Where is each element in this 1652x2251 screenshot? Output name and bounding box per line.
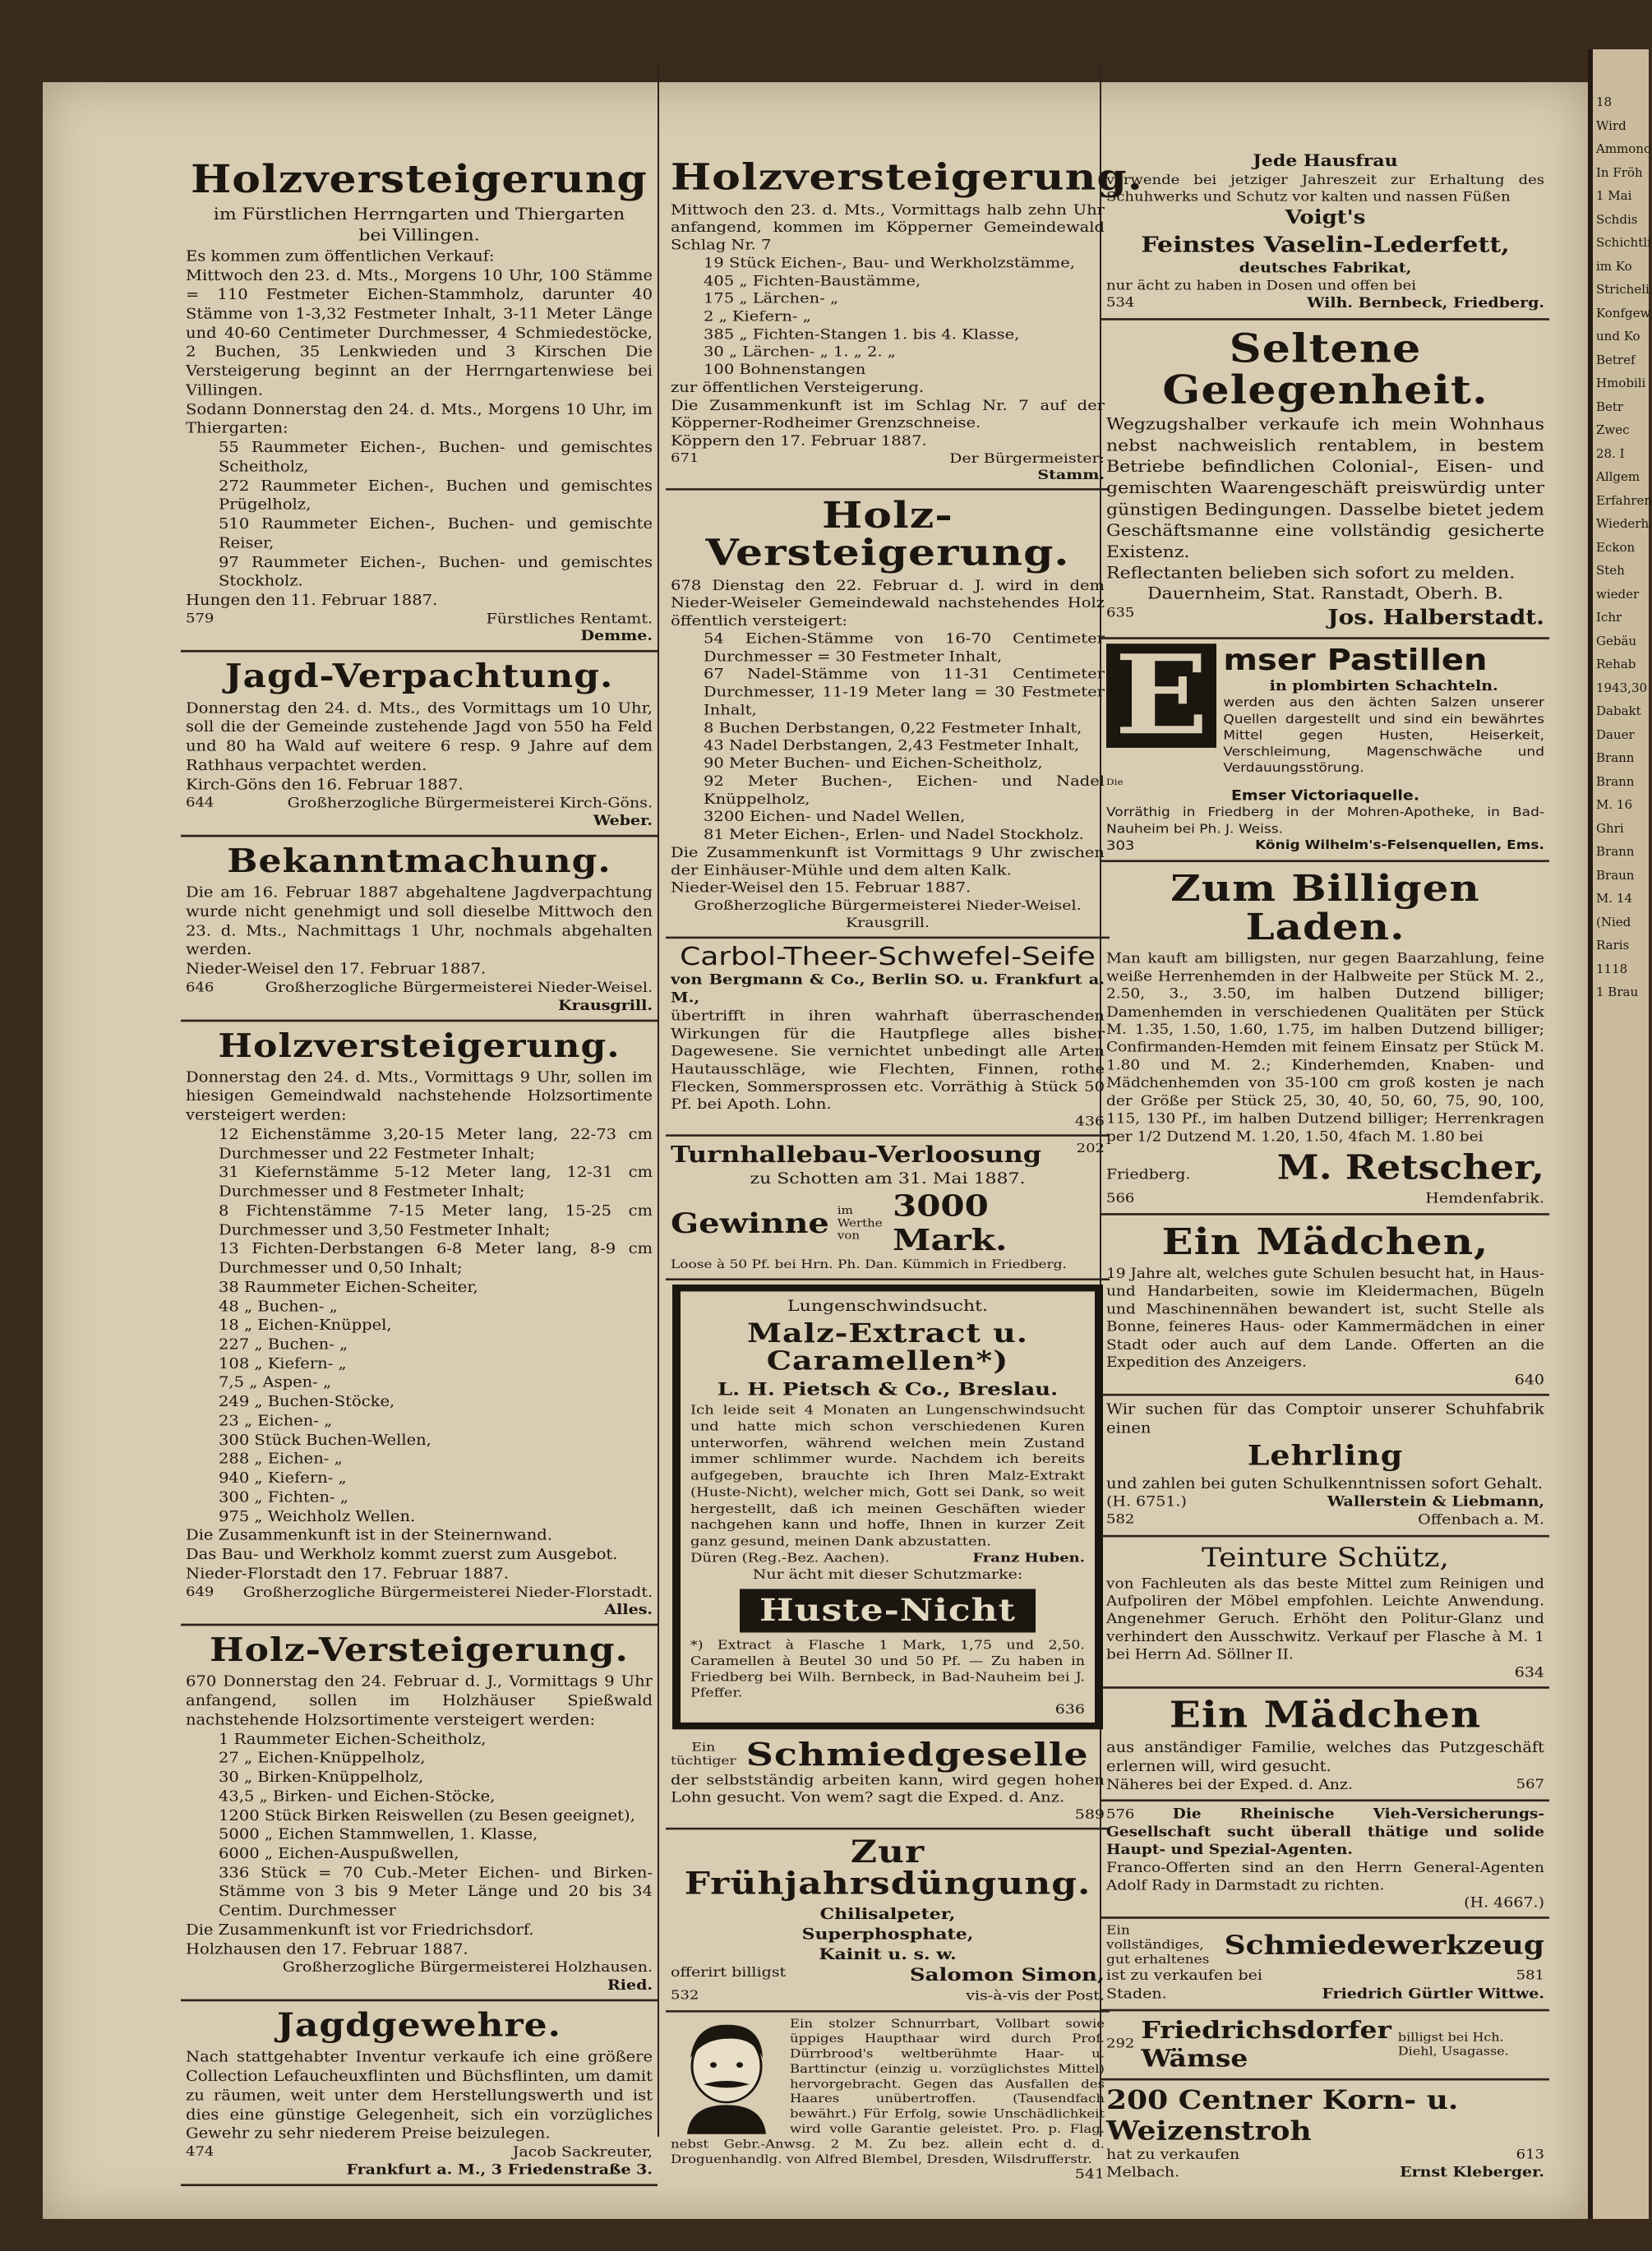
ad-line: 385 „ Fichten-Stangen 1. bis 4. Klasse,: [704, 325, 1020, 343]
ad-signature: Ernst Kleberger.: [1400, 2164, 1544, 2181]
adjacent-page-fragment: Brann: [1596, 773, 1635, 789]
ad-title: Holz-Versteigerung.: [210, 1631, 629, 1669]
ad-title: Jagd-Verpachtung.: [224, 657, 614, 696]
adjacent-page-fragment: Schichtli: [1596, 235, 1651, 250]
ad-holzversteigerung-nieder-weisel: [666, 490, 1110, 939]
ad-line: 27 „ Eichen-Knüppelholz,: [219, 1749, 426, 1767]
ad-pre: gut erhaltenes: [1106, 1952, 1210, 1967]
ad-number: 636: [1054, 1701, 1085, 1718]
ad-subtitle: zu Schotten am 31. Mai 1887.: [750, 1169, 1026, 1188]
adjacent-page-fragment: Dabakt: [1596, 703, 1641, 718]
ad-signature-name: Krausgrill.: [558, 997, 653, 1013]
ad-subtitle: bei Villingen.: [358, 226, 480, 246]
ad-betrag: 3000 Mark.: [892, 1189, 1008, 1257]
ad-schmiedewerkzeug: [1101, 1919, 1549, 2011]
adjacent-page-fragment: Steh: [1596, 563, 1625, 578]
ad-line: 13 Fichten-Derbstangen 6-8 Meter lang, 8-9 cm Durchmesser und 0,50 Inhalt;: [219, 1240, 653, 1277]
ad-c1-5: [181, 2001, 658, 2185]
adjacent-page-fragment: M. 16: [1596, 797, 1632, 812]
ad-title: Jagdgewehre.: [277, 2006, 561, 2045]
ad-signature-name: Alles.: [604, 1601, 653, 1618]
ad-carbol-seife: [666, 939, 1110, 1137]
ad-title: Schmiedgeselle: [745, 1736, 1089, 1774]
ad-number: 635: [1106, 605, 1135, 621]
ad-line: Die Zusammenkunft ist Vormittags 9 Uhr zwischen der Einhäuser-Mühle und dem alten Kalk.: [671, 844, 1105, 879]
ad-line: 975 „ Weichholz Wellen.: [219, 1507, 416, 1525]
adjacent-page-fragment: Brann: [1596, 844, 1635, 859]
ad-number: 474: [186, 2143, 215, 2160]
ad-line: 249 „ Buchen-Stöcke,: [219, 1392, 395, 1410]
adjacent-page-fragment: Erfahren: [1596, 492, 1652, 508]
ad-code: (H. 6751.): [1106, 1493, 1187, 1511]
ad-loose: Loose à 50 Pf. bei Hrn. Ph. Dan. Kümmich in Friedberg.: [671, 1257, 1067, 1272]
ad-number: 634: [1514, 1664, 1544, 1681]
ad-subtitle: Hemdenfabrik.: [1425, 1190, 1544, 1206]
ad-signature: Großherzogliche Bürgermeisterei Kirch-Göns.: [287, 795, 653, 812]
ad-line: 30 „ Lärchen- „ 1. „ 2. „: [704, 344, 896, 360]
ad-title: Ein Mädchen,: [1161, 1220, 1489, 1263]
ad-line: 48 „ Buchen- „: [219, 1297, 338, 1315]
ad-line: 300 „ Fichten- „: [219, 1488, 348, 1506]
ad-text: der selbstständig arbeiten kann, wird gegen hohen Lohn gesucht. Von wem? sagt die Exped. d. Anz.: [671, 1772, 1105, 1806]
ad-signature: M. Retscher,: [1276, 1147, 1544, 1188]
column-rule: [658, 66, 659, 2137]
ad-item: Kainit u. s. w.: [819, 1944, 957, 1963]
ad-text: werden aus den ächten Salzen unserer Quellen dargestellt und sind ein bewährtes Mittel gegen Husten, Heiserkeit, Verschleimung, Magenschwäche und Verdauungsstörung.: [1223, 695, 1544, 776]
ad-number: 671: [671, 450, 699, 466]
ad-line: 100 Bohnenstangen: [704, 362, 866, 378]
adjacent-page-fragment: 28. I: [1596, 445, 1625, 461]
ad-line: 81 Meter Eichen-, Erlen- und Nadel Stockholz.: [704, 826, 1084, 843]
adjacent-page-fragment: Stricheli: [1596, 282, 1650, 297]
ad-line: 67 Nadel-Stämme von 11-31 Centimeter Durchmesser, 11-19 Meter lang = 30 Festmeter Inhalt,: [704, 666, 1105, 718]
ad-text: 19 Jahre alt, welches gute Schulen besucht hat, in Haus- und Handarbeiten, sowie im Kleidermachen, Bügeln und Maschinennähen bewandert ist, sucht Stelle als Bonne, feineres Haus- oder Kammermädchen in einer Stadt oder auch auf dem Lande. Offerten an die Expedition des Anzeigers.: [1106, 1266, 1544, 1371]
ad-korn-weizenstroh: [1101, 2080, 1549, 2186]
adjacent-page-fragment: M. 14: [1596, 891, 1632, 906]
ad-signature: Großherzogliche Bürgermeisterei Nieder-Florstadt.: [242, 1584, 653, 1601]
adjacent-page-fragment: Ichr: [1596, 610, 1622, 625]
ad-title: 200 Centner Korn- u. Weizenstroh: [1106, 2084, 1459, 2146]
ad-line: Nach stattgehabter Inventur verkaufe ich eine größere Collection Lefaucheuxflinten und Büchsflinten, um damit zu räumen, weit unter dem Herstellungswerth und ist dies eine günstige Gelegenheit, sich ein vorzügliches Gewehr zu sehr niederem Preise beizulegen.: [186, 2048, 653, 2143]
ad-number: 646: [186, 979, 215, 995]
ad-pre: Ein vollständiges,: [1106, 1923, 1204, 1953]
adjacent-page-fragment: (Nied: [1596, 914, 1631, 929]
column-1: [181, 152, 658, 2186]
ad-pre: Ein: [691, 1741, 716, 1755]
ad-number: 436: [1074, 1114, 1105, 1129]
ad-signature-name: Frankfurt a. M., 3 Friedenstraße 3.: [346, 2161, 653, 2178]
ad-text: Näheres bei der Exped. d. Anz.: [1106, 1776, 1354, 1793]
ad-line: 23 „ Eichen- „: [219, 1412, 333, 1429]
ad-subtitle: im Fürstlichen Herrngarten und Thiergarten: [213, 205, 625, 224]
ad-text: Franco-Offerten sind an den Herrn General-Agenten Adolf Rady in Darmstadt zu richten.: [1106, 1860, 1544, 1894]
adjacent-page-fragment: Betref: [1596, 352, 1636, 367]
ad-text: Die Rheinische Vieh-Versicherungs-Gesellschaft sucht überall thätige und solide Haupt- und Spezial-Agenten.: [1106, 1806, 1544, 1858]
ad-viehversicherung: [1101, 1801, 1549, 1919]
ad-text: nur ächt zu haben in Dosen und offen bei: [1106, 278, 1416, 293]
ad-line: Nieder-Weisel den 15. Februar 1887.: [671, 879, 971, 897]
ad-line: 510 Raummeter Eichen-, Buchen- und gemischte Reiser,: [219, 514, 653, 551]
ad-signature: Wilh. Bernbeck, Friedberg.: [1307, 295, 1544, 311]
ad-c1-2: [181, 837, 658, 1021]
ad-line: 175 „ Lärchen- „: [704, 290, 839, 307]
ad-line: zur öffentlichen Versteigerung.: [671, 379, 925, 396]
ad-emser-pastillen: [1101, 630, 1549, 863]
ad-fruehjahrsduengung: [666, 1829, 1110, 2012]
ad-teinture-schuetz: [1101, 1537, 1549, 1688]
ad-number: 579: [186, 610, 215, 626]
ad-line: Donnerstag den 24. d. Mts., Vormittags 9 Uhr, sollen im hiesigen Gemeindwald nachstehende Holzsortimente versteigert werden:: [186, 1068, 653, 1124]
adjacent-page-fragment: Wiederh: [1596, 516, 1650, 531]
ad-text: und zahlen bei guten Schulkenntnissen sofort Gehalt.: [1106, 1474, 1544, 1492]
ad-text: Ich leide seit 4 Monaten an Lungenschwindsucht und hatte mich schon verschiedenen Kuren unterworfen, während welchen mein Zustand immer schlimmer wurde. Nachdem ich bereits aufgegeben, brauchte ich Ihren Malz-Extrakt (Huste-Nicht), welcher mich, Gott sei Dank, so weit hergestellt, daß ich meinen Geschäften wieder nachgehen kann und hoffe, Ihnen in kurzer Zeit ganz gesund, meinen Dank abzustatten.: [690, 1402, 1085, 1549]
ad-title: Turnhallebau-Verloosung: [671, 1141, 1042, 1168]
ad-line: Nieder-Florstadt den 17. Februar 1887.: [186, 1565, 509, 1582]
ad-line: 227 „ Buchen- „: [219, 1335, 348, 1354]
ad-line: 12 Eichenstämme 3,20-15 Meter lang, 22-73 cm Durchmesser und 22 Festmeter Inhalt;: [219, 1125, 653, 1162]
adjacent-page-fragment: wieder: [1596, 586, 1640, 602]
ad-line: Nieder-Weisel den 17. Februar 1887.: [186, 960, 487, 978]
ad-name: Franz Huben.: [972, 1550, 1085, 1566]
ad-title: Holzversteigerung.: [218, 1026, 621, 1065]
ad-number: 303: [1106, 837, 1135, 854]
ad-c1-3: [181, 1022, 658, 1626]
ad-lehrling: [1101, 1396, 1549, 1537]
ad-offer: offerirt billigst: [671, 1964, 787, 1981]
ad-brand: Voigt's: [1285, 206, 1366, 229]
ad-line: 272 Raummeter Eichen-, Buchen und gemischtes Prügelholz,: [219, 477, 653, 514]
adjacent-page-fragment: Dauer: [1596, 727, 1635, 742]
ad-line: Mittwoch den 23. d. Mts., Vormittags halb zehn Uhr anfangend, kommen im Köpperner Gemeindewald Schlag Nr. 7: [671, 201, 1105, 253]
ad-code: (H. 4667.): [1464, 1894, 1544, 1912]
ad-title: Holzversteigerung: [191, 156, 648, 202]
adjacent-page-strip: [1588, 49, 1652, 2219]
adjacent-page-fragment: Eckon: [1596, 539, 1636, 555]
ad-gewinne: Gewinne: [671, 1206, 829, 1240]
ad-line: Das Bau- und Werkholz kommt zuerst zum Ausgebot.: [186, 1545, 618, 1563]
ad-maedchen-bonne: [1101, 1215, 1549, 1396]
ad-line: Hungen den 11. Februar 1887.: [186, 591, 438, 609]
ad-text: Vorräthig in Friedberg in der Mohren-Apotheke, in Bad-Nauheim bei Ph. J. Weiss.: [1106, 805, 1544, 837]
ad-c1-4: [181, 1626, 658, 2002]
ad-item: Superphosphate,: [801, 1925, 974, 1944]
ad-number: 202: [1076, 1141, 1105, 1156]
ad-text: Ein stolzer Schnurrbart, Vollbart sowie üppiges Haupthaar wird durch Prof. Dürrbrood's weltberühmte Haar- u. Barttinctur (einzig u. vorzüglichstes Mittel) hervorgebracht. Gegen das Ausfallen des Haares unübertroffen. (Tausendfach bewährt.) Für Erfolg, sowie Unschädlichkeit wird volle Garantie geleistet. Pro. p. Flag. nebst Gebr.-Anwsg. 2 M. Zu bez. allein echt d. d. Droguenhandlg. von Alfred Blembel, Dresden, Wilsdrufferstr.: [671, 2017, 1105, 2166]
ad-head: Lungenschwindsucht.: [787, 1297, 988, 1315]
ad-line: 43,5 „ Birken- und Eichen-Stöcke,: [219, 1787, 496, 1805]
adjacent-page-fragment: Wird: [1596, 118, 1627, 133]
adjacent-page-fragment: Hmobili: [1596, 376, 1646, 390]
ad-place: Düren (Reg.-Bez. Aachen).: [690, 1550, 890, 1566]
ad-line: Die Zusammenkunft ist im Schlag Nr. 7 auf der Köpperner-Rodheimer Grenzschneise.: [671, 397, 1105, 431]
ad-line: 108 „ Kiefern- „: [219, 1354, 347, 1372]
ad-item: Chilisalpeter,: [819, 1905, 956, 1924]
adjacent-page-fragment: Brann: [1596, 750, 1635, 765]
ad-name: Emser Victoriaquelle.: [1230, 787, 1420, 804]
adjacent-page-fragment: 1118: [1596, 961, 1628, 976]
ad-line: 18 „ Eichen-Knüppel,: [219, 1317, 392, 1334]
ad-im-werthe: im Werthe von: [837, 1204, 883, 1243]
ad-signature-name: Stamm.: [1037, 467, 1105, 483]
ad-place: Staden.: [1106, 1986, 1167, 2002]
ad-title: Holzversteigerung.: [671, 156, 1143, 199]
ad-title: Schmiedewerkzeug: [1224, 1930, 1544, 1961]
ad-title: Zur Frühjahrsdüngung.: [684, 1834, 1091, 1903]
adjacent-page-text: [1593, 49, 1652, 1004]
adjacent-page-fragment: Raris: [1596, 938, 1630, 953]
ad-schmiedgeselle: [666, 1734, 1110, 1830]
ad-place: Melbach.: [1106, 2164, 1180, 2181]
ad-line: Köppern den 17. Februar 1887.: [671, 432, 927, 450]
ad-line: 8 Fichtenstämme 7-15 Meter lang, 15-25 cm Durchmesser und 3,50 Festmeter Inhalt;: [219, 1202, 653, 1239]
ad-text: übertrifft in ihren wahrhaft überraschenden Wirkungen für die Hautpflege alles bisher Dagewesene. Sie vernichtet unbedingt alle Arten Hautausschläge, wie Flechten, Finnen, rothe Flecken, Sommersprossen etc. Vorräthig à Stück 50 Pf. bei Apoth. Lohn.: [671, 1008, 1105, 1113]
ad-number: 541: [1074, 2166, 1105, 2183]
ad-schutzmarke-label: Nur ächt mit dieser Schutzmarke:: [752, 1566, 1023, 1583]
ad-number: 576: [1106, 1806, 1135, 1823]
ad-c1-0: [181, 152, 658, 653]
ad-number: 534: [1106, 295, 1135, 311]
ad-signature: Jos. Halberstadt.: [1327, 605, 1544, 630]
ad-text: billigst bei Hch. Diehl, Usagasse.: [1397, 2030, 1509, 2058]
ad-line: 30 „ Birken-Knüppelholz,: [219, 1768, 424, 1786]
ad-friedrichsdorfer-waemse: [1101, 2011, 1549, 2080]
man-portrait-icon: [671, 2016, 782, 2133]
ad-subtitle: in plombirten Schachteln.: [1269, 677, 1498, 694]
adjacent-page-fragment: Schdis: [1596, 211, 1638, 227]
ad-line: Die am 16. Februar 1887 abgehaltene Jagdverpachtung wurde nicht genehmigt und soll dieselbe Mittwoch den 23. d. Mts., Nachmittags 1 Uhr, nochmals abgehalten werden.: [186, 883, 653, 958]
ad-line: Holzhausen den 17. Februar 1887.: [186, 1940, 468, 1958]
ad-firm: L. H. Pietsch & Co., Breslau.: [717, 1379, 1059, 1400]
adjacent-page-fragment: Braun: [1596, 867, 1635, 883]
ad-number: 649: [186, 1584, 215, 1600]
ad-text: Wegzugshalber verkaufe ich mein Wohnhaus nebst nachweislich rentablem, in bestem Betriebe befindlichen Colonial-, Eisen- und gemischten Waarengeschäft preiswürdig unter günstigen Bedingungen. Dasselbe bietet jedem Geschäftsmanne eine vollständig gesicherte Existenz.: [1106, 416, 1544, 561]
ad-line: Kirch-Göns den 16. Februar 1887.: [186, 776, 464, 793]
ad-line: 2 „ Kiefern- „: [704, 308, 811, 325]
adjacent-page-fragment: Konfgew: [1596, 305, 1651, 321]
ad-title: Carbol-Theer-Schwefel-Seife: [680, 943, 1096, 971]
ad-number: 582: [1106, 1511, 1135, 1528]
ad-signature-name: Ried.: [607, 1977, 653, 1994]
ad-number: 581: [1516, 1967, 1544, 1984]
ad-address: vis-à-vis der Post.: [966, 1988, 1105, 2004]
ad-text: ist zu verkaufen bei: [1106, 1967, 1262, 1984]
ad-malz-extract: [672, 1285, 1103, 1730]
adjacent-page-fragment: Zwec: [1596, 422, 1630, 437]
ad-title: Zum Billigen Laden.: [1170, 866, 1480, 948]
ad-line: 38 Raummeter Eichen-Scheiter,: [219, 1278, 478, 1296]
ad-line: 1 Raummeter Eichen-Scheitholz,: [219, 1730, 487, 1748]
ad-signature-name: Krausgrill.: [845, 915, 930, 930]
ad-line: 31 Kiefernstämme 5-12 Meter lang, 12-31 cm Durchmesser und 8 Festmeter Inhalt;: [219, 1164, 653, 1201]
ad-line: 43 Nadel Derbstangen, 2,43 Festmeter Inhalt,: [704, 737, 1080, 754]
ad-text: aus anständiger Familie, welches das Putzgeschäft erlernen will, wird gesucht.: [1106, 1739, 1544, 1775]
ad-line: 8 Buchen Derbstangen, 0,22 Festmeter Inhalt,: [704, 719, 1082, 736]
ad-title: Friedrichsdorfer Wämse: [1141, 2015, 1391, 2073]
adjacent-page-fragment: 18: [1596, 95, 1613, 109]
ad-line: 90 Meter Buchen- und Eichen-Scheitholz,: [704, 755, 1043, 772]
ad-text: von Fachleuten als das beste Mittel zum Reinigen und Aufpoliren der Möbel empfohlen. Leichte Anwendung. Angenehmer Geruch. Erhöht den Politur-Glanz und verhindert den Ausschwitz. Verkauf per Flasche à M. 1 bei Herrn Ad. Söllner II.: [1106, 1575, 1544, 1663]
ad-signature: Großherzogliche Bürgermeisterei Nieder-Weisel.: [265, 979, 653, 996]
ad-place: Offenbach a. M.: [1418, 1511, 1544, 1529]
ad-number: 640: [1514, 1372, 1544, 1389]
ad-line: 940 „ Kiefern- „: [219, 1469, 347, 1487]
ad-seltene-gelegenheit: [1101, 321, 1549, 639]
ad-text: Wir suchen für das Comptoir unserer Schuhfabrik einen: [1106, 1401, 1544, 1437]
adjacent-page-fragment: Rehab: [1596, 657, 1636, 671]
ad-line: 6000 „ Eichen-Auspußwellen,: [219, 1844, 459, 1862]
ad-place: Friedberg.: [1106, 1166, 1191, 1183]
ad-place: Dauernheim, Stat. Ranstadt, Oberh. B.: [1147, 584, 1504, 603]
ad-line: Die Zusammenkunft ist vor Friedrichsdorf.: [186, 1921, 534, 1939]
ad-line: 54 Eichen-Stämme von 16-70 Centimeter Durchmesser = 30 Festmeter Inhalt,: [704, 630, 1105, 665]
ad-signature: König Wilhelm's-Felsenquellen, Ems.: [1255, 837, 1544, 853]
ad-line: Donnerstag den 24. d. Mts., des Vormittags um 10 Uhr, soll die der Gemeinde zustehende Jagd von 550 ha Feld und 80 ha Wald auf weitere 6 resp. 9 Jahre auf dem Rathhaus verpachtet werden.: [186, 699, 653, 774]
column-3: [1101, 146, 1549, 2186]
ad-signature: Jacob Sackreuter,: [512, 2143, 653, 2161]
ad-title: Bekanntmachung.: [227, 842, 611, 880]
ad-text: Reflectanten belieben sich sofort zu melden.: [1106, 564, 1516, 583]
ad-line: 7,5 „ Aspen- „: [219, 1373, 332, 1391]
ad-initial: E: [1106, 643, 1216, 748]
ad-number: 567: [1516, 1776, 1544, 1792]
ad-text: hat zu verkaufen: [1106, 2146, 1240, 2163]
ad-line: Die Zusammenkunft ist in der Steinernwand.: [186, 1526, 552, 1544]
ad-subtitle: von Bergmann & Co., Berlin SO. u. Frankfurt a. M.,: [671, 971, 1105, 1006]
ad-title: Lehrling: [1247, 1438, 1404, 1472]
adjacent-page-fragment: 1 Brau: [1596, 985, 1639, 999]
ad-line: 405 „ Fichten-Baustämme,: [704, 272, 921, 289]
ad-line: 678 Dienstag den 22. Februar d. J. wird in dem Nieder-Weiseler Gemeindewald nachstehendes Holz öffentlich versteigert:: [671, 577, 1105, 630]
ad-billiger-laden: [1101, 862, 1549, 1215]
adjacent-page-fragment: In Fröh: [1596, 164, 1643, 180]
ad-number: 644: [186, 795, 215, 811]
ad-signature: Fürstliches Rentamt.: [486, 610, 653, 627]
adjacent-page-fragment: und Ko: [1596, 329, 1640, 344]
ad-pre: tüchtiger: [671, 1754, 736, 1769]
ad-turnhalle-verloosung: [666, 1137, 1110, 1280]
ad-signature: Wallerstein & Liebmann,: [1327, 1493, 1544, 1511]
adjacent-page-fragment: Betr: [1596, 399, 1624, 414]
ad-line: 55 Raummeter Eichen-, Buchen- und gemischtes Scheitholz,: [219, 438, 653, 475]
ad-title: Seltene Gelegenheit.: [1162, 325, 1488, 413]
ad-line: 97 Raummeter Eichen-, Buchen- und gemischtes Stockholz.: [219, 553, 653, 590]
ad-line: 92 Meter Buchen-, Eichen- und Nadel Knüppelholz,: [704, 773, 1105, 807]
ad-number: 613: [1516, 2146, 1544, 2162]
ad-title: Ein Mädchen: [1169, 1692, 1482, 1737]
ad-text: Man kauft am billigsten, nur gegen Baarzahlung, feine weiße Herrenhemden in der Halbweite per Stück M. 2., 2.50, 3., 3.50, im halben Dutzend billiger; Damenhemden in verschiedenen Qualitäten per Stück M. 1.35, 1.50, 1.60, 1.75, im halben Dutzend billiger; Confirmanden-Hemden mit feinem Einsatz per Stück M. 1.80 und M. 2.; Kinderhemden, Knaben- und Mädchenhemden von 35-100 cm groß kosten je nach der Größe per Stück 25, 30, 40, 50, 60, 75, 90, 100, 115, 130 Pf., im halben Dutzend billiger; Herrenkragen per 1/2 Dutzend M. 1.20, 1.50, 4fach M. 1.80 bei: [1106, 951, 1544, 1145]
ad-maedchen-putz: [1101, 1688, 1549, 1801]
ad-signature: Friedrich Gürtler Wittwe.: [1322, 1986, 1544, 2002]
adjacent-page-fragment: 1 Mai: [1596, 188, 1632, 203]
huste-nicht-trademark: Huste-Nicht: [740, 1589, 1036, 1632]
ad-line: 19 Stück Eichen-, Bau- und Werkholzstämme,: [704, 255, 1075, 271]
ad-head: Jede Hausfrau: [1253, 151, 1398, 171]
ad-footnote: *) Extract à Flasche 1 Mark, 1,75 und 2,50. Caramellen à Beutel 30 und 50 Pf. — Zu haben in Friedberg bei Wilh. Bernbeck, in Bad-Nauheim bei J. Pfeffer.: [690, 1638, 1085, 1701]
adjacent-page-fragment: Gebäu: [1596, 633, 1637, 648]
ad-signature: Großherzogliche Bürgermeisterei Holzhausen.: [282, 1959, 653, 1977]
ad-title: Feinstes Vaselin-Lederfett,: [1141, 232, 1510, 258]
ad-number: 566: [1106, 1190, 1135, 1206]
ad-vaselin-lederfett: [1101, 146, 1549, 321]
adjacent-page-fragment: Allgem: [1596, 469, 1640, 484]
ad-line: 1200 Stück Birken Reiswellen (zu Besen geeignet),: [219, 1806, 635, 1824]
ad-line: Es kommen zum öffentlichen Verkauf:: [186, 247, 495, 265]
ad-title: mser Pastillen: [1223, 643, 1488, 677]
ad-text: verwende bei jetziger Jahreszeit zur Erhaltung des Schuhwerks und Schutz vor kalten und nassen Füßen: [1106, 172, 1544, 205]
ad-signature: Großherzogliche Bürgermeisterei Nieder-Weisel.: [694, 897, 1082, 913]
ad-name: Salomon Simon,: [909, 1964, 1105, 1986]
ad-line: 288 „ Eichen- „: [219, 1450, 343, 1468]
ad-line: 300 Stück Buchen-Wellen,: [219, 1431, 431, 1449]
ad-number: 589: [1074, 1806, 1105, 1823]
ad-title: Malz-Extract u. Caramellen*): [746, 1317, 1029, 1377]
adjacent-page-fragment: Ammonc: [1596, 141, 1651, 156]
ad-signature-name: Weber.: [593, 812, 653, 829]
ad-subtitle: deutsches Fabrikat,: [1239, 260, 1412, 276]
ad-die: Die: [1106, 776, 1124, 787]
adjacent-page-fragment: im Ko: [1596, 258, 1632, 274]
ad-line: Mittwoch den 23. d. Mts., Morgens 10 Uhr, 100 Stämme = 110 Festmeter Eichen-Stammholz, darunter 40 Stämme von 1-3,32 Festmeter Inhalt, 3-11 Meter Länge und 40-60 Centimeter Durchmesser, 4 Schmiedestöcke, 2 Buchen, 35 Lenkwieden und 3 Kirschen Die Versteigerung beginnt an der Herrngartenwiese bei Villingen.: [186, 266, 653, 399]
adjacent-page-fragment: 1943,30: [1596, 680, 1648, 695]
ad-signature-name: Demme.: [580, 628, 653, 645]
ad-number: 292: [1106, 2036, 1135, 2052]
ad-title: Holz-Versteigerung.: [705, 494, 1070, 574]
ad-line: 670 Donnerstag den 24. Februar d. J., Vormittags 9 Uhr anfangend, sollen im Holzhäuser Spießwald nachstehende Holzsortimente versteigert werden:: [186, 1672, 653, 1728]
ad-number: 532: [671, 1988, 699, 2003]
ad-line: 5000 „ Eichen Stammwellen, 1. Klasse,: [219, 1825, 538, 1843]
ad-line: 336 Stück = 70 Cub.-Meter Eichen- und Birken-Stämme von 3 bis 9 Meter Länge und 20 bis 34 Centim. Durchmesser: [219, 1863, 653, 1920]
adjacent-page-fragment: Ghri: [1596, 820, 1624, 836]
ad-line: Sodann Donnerstag den 24. d. Mts., Morgens 10 Uhr, im Thiergarten:: [186, 400, 653, 437]
ad-signature: Der Bürgermeister:: [949, 450, 1105, 467]
ad-line: 3200 Eichen- und Nadel Wellen,: [704, 809, 966, 825]
ad-title: Teinture Schütz,: [1202, 1543, 1449, 1573]
ad-c1-1: [181, 653, 658, 837]
ad-haartinctur: [666, 2012, 1110, 2186]
